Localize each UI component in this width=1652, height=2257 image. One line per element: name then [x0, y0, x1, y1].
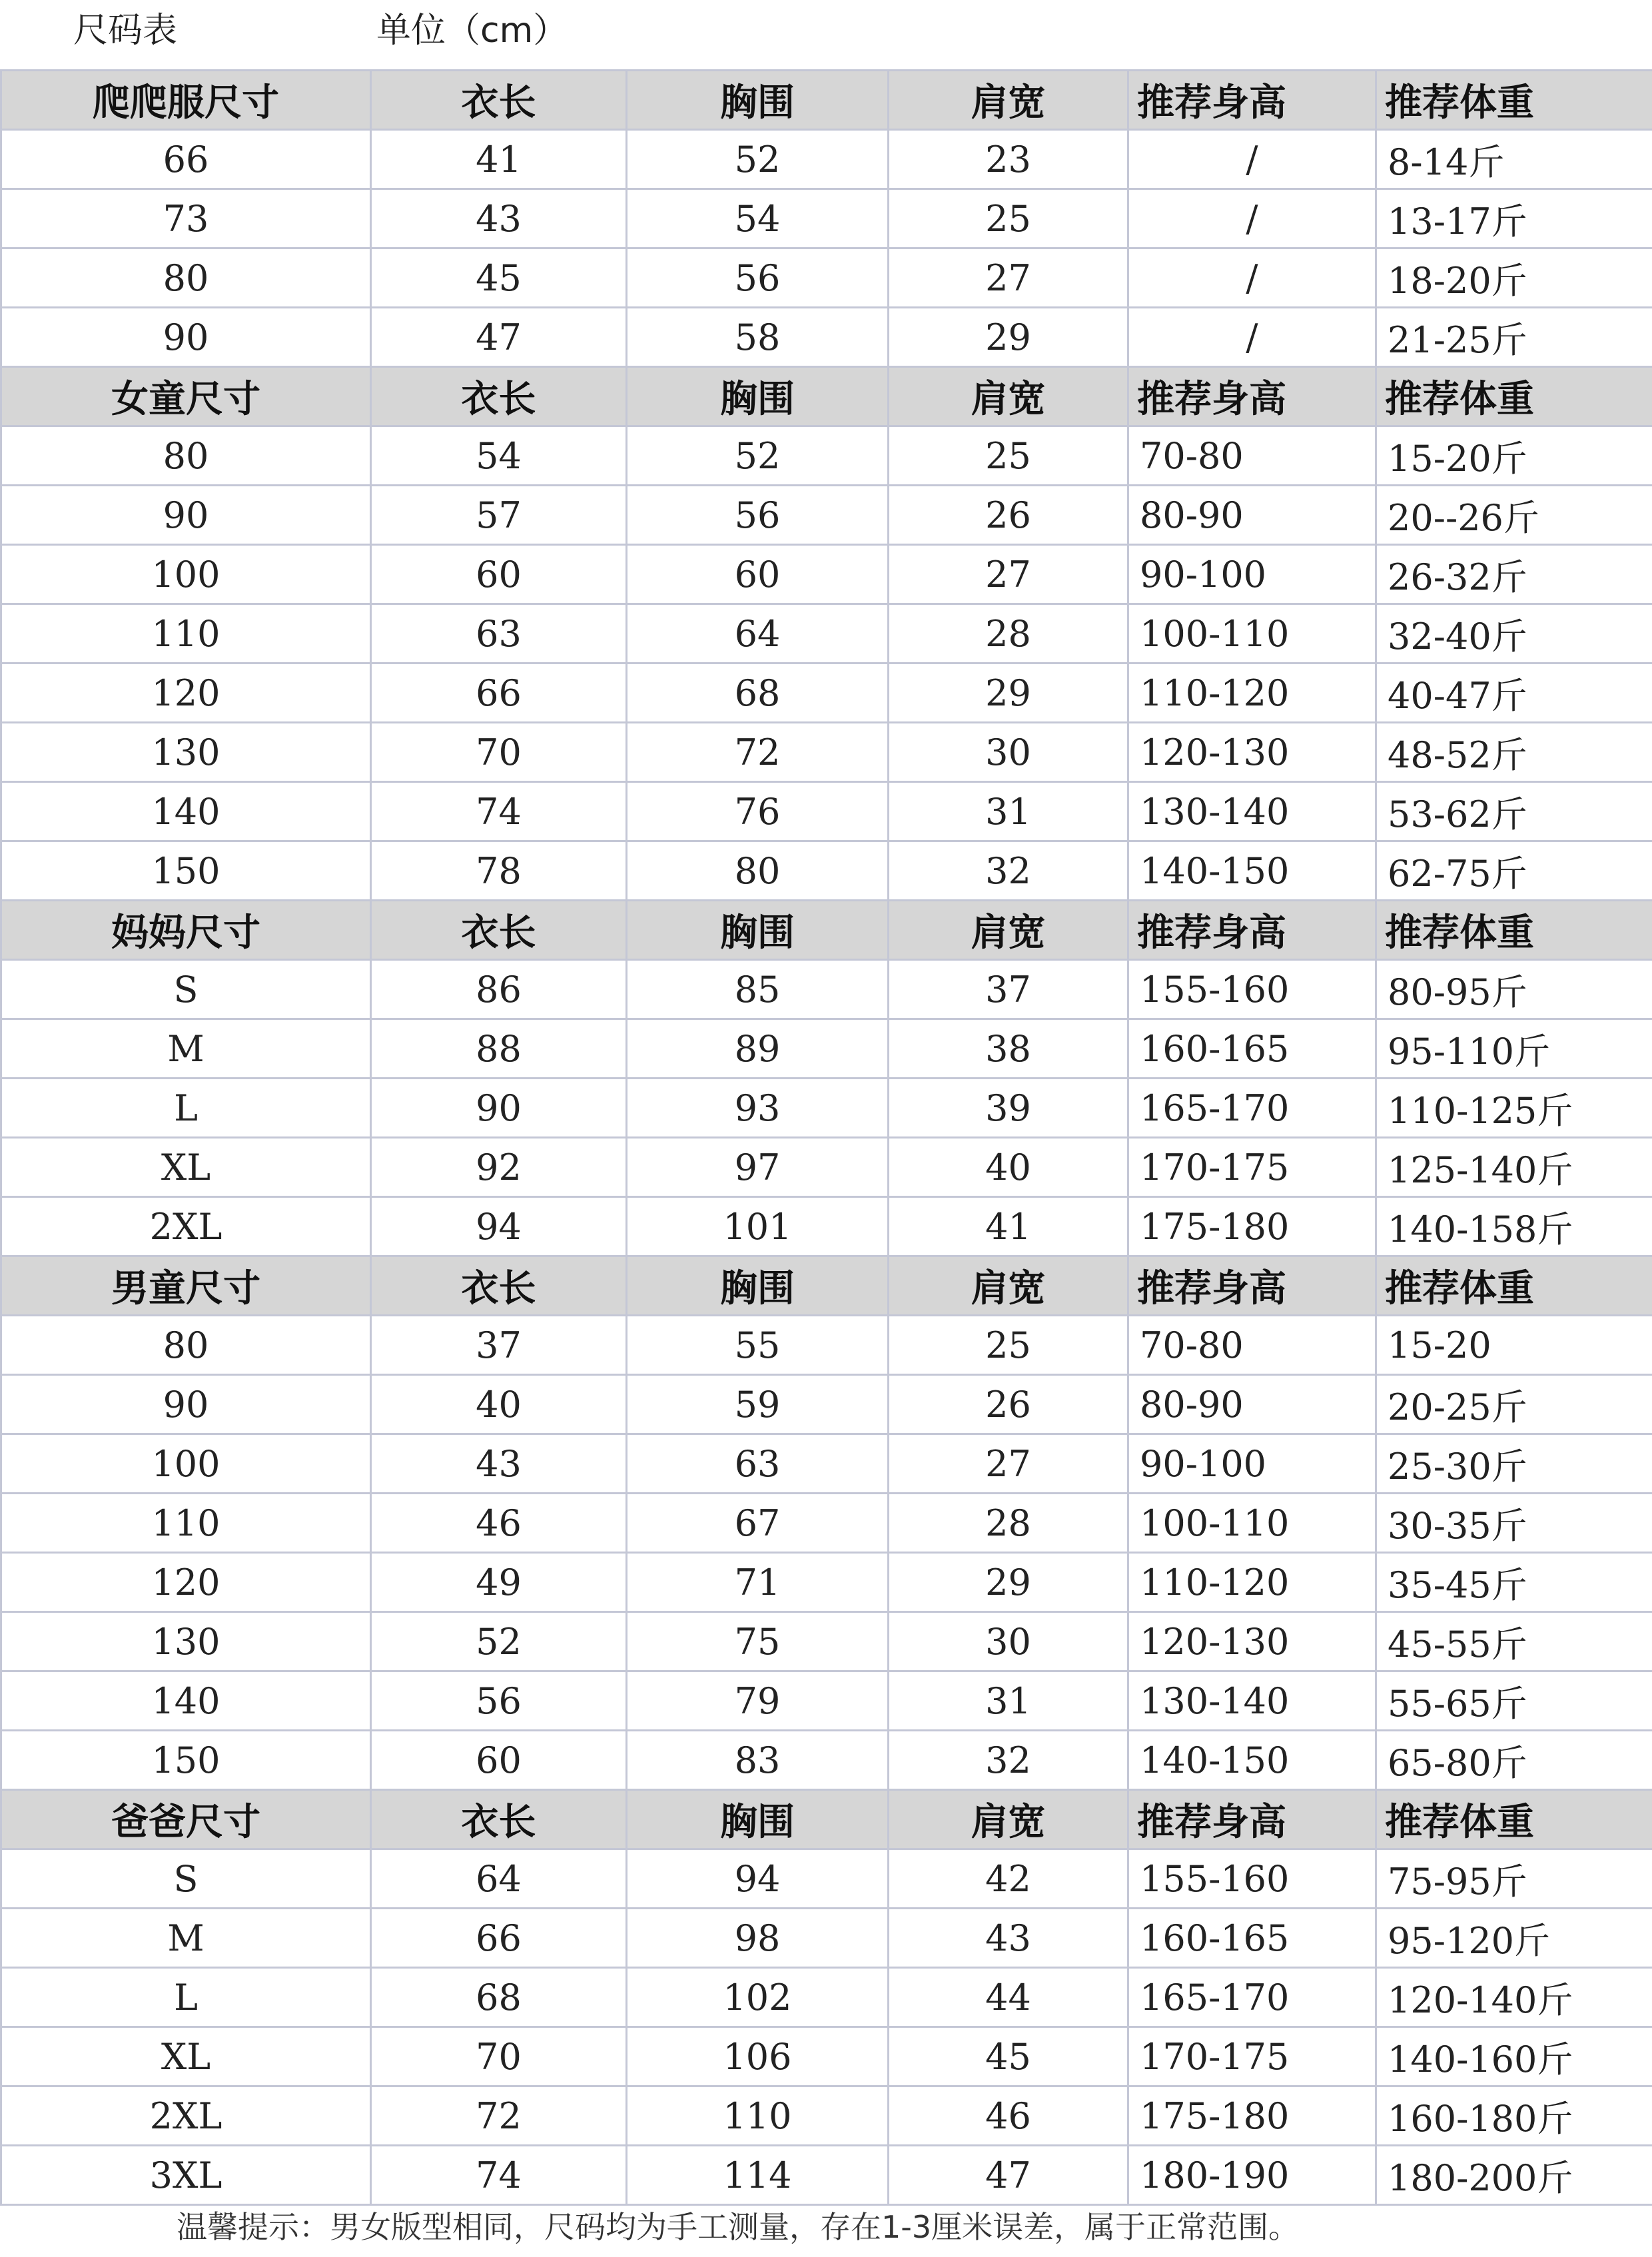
- table-row: [1, 1909, 1652, 1968]
- cell-shoulder: 30: [889, 1612, 1128, 1671]
- cell-size: 80: [1, 426, 371, 486]
- table-row: [1, 1375, 1652, 1434]
- cell-size: 80: [1, 248, 371, 308]
- cell-chest: 52: [627, 426, 889, 486]
- column-header-chest: 胸围: [627, 1256, 889, 1316]
- column-header-chest: 胸围: [627, 901, 889, 960]
- cell-weight: 80-95斤: [1376, 960, 1652, 1019]
- cell-shoulder: 43: [889, 1909, 1128, 1968]
- column-header-weight: 推荐体重: [1376, 1790, 1652, 1849]
- cell-chest: 67: [627, 1494, 889, 1553]
- cell-weight: 180-200斤: [1376, 2146, 1652, 2205]
- cell-length: 54: [371, 426, 627, 486]
- cell-size: L: [1, 1079, 371, 1138]
- cell-length: 68: [371, 1968, 627, 2027]
- table-row: [1, 782, 1652, 841]
- cell-chest: 106: [627, 2027, 889, 2086]
- cell-shoulder: 27: [889, 248, 1128, 308]
- table-row: [1, 2146, 1652, 2205]
- cell-height: 155-160: [1128, 1849, 1376, 1909]
- cell-chest: 114: [627, 2146, 889, 2205]
- cell-height: /: [1128, 130, 1376, 189]
- cell-chest: 101: [627, 1197, 889, 1256]
- cell-chest: 72: [627, 723, 889, 782]
- cell-chest: 98: [627, 1909, 889, 1968]
- cell-size: 90: [1, 486, 371, 545]
- cell-size: M: [1, 1019, 371, 1079]
- cell-weight: 21-25斤: [1376, 308, 1652, 367]
- cell-length: 74: [371, 2146, 627, 2205]
- page-title: 尺码表: [73, 11, 178, 51]
- table-row: [1, 1316, 1652, 1375]
- cell-size: 100: [1, 1434, 371, 1494]
- column-header-weight: 推荐体重: [1376, 1256, 1652, 1316]
- cell-height: 160-165: [1128, 1019, 1376, 1079]
- cell-length: 46: [371, 1494, 627, 1553]
- cell-weight: 32-40斤: [1376, 604, 1652, 664]
- cell-shoulder: 27: [889, 1434, 1128, 1494]
- cell-size: 100: [1, 545, 371, 604]
- cell-shoulder: 38: [889, 1019, 1128, 1079]
- cell-size: 150: [1, 841, 371, 901]
- cell-height: 110-120: [1128, 664, 1376, 723]
- cell-shoulder: 28: [889, 604, 1128, 664]
- cell-shoulder: 30: [889, 723, 1128, 782]
- column-header-height: 推荐身高: [1128, 1256, 1376, 1316]
- cell-height: 70-80: [1128, 426, 1376, 486]
- cell-height: 175-180: [1128, 2086, 1376, 2146]
- cell-size: 66: [1, 130, 371, 189]
- cell-height: 130-140: [1128, 782, 1376, 841]
- unit-label: 单位（cm）: [376, 11, 568, 51]
- cell-length: 60: [371, 1731, 627, 1790]
- cell-shoulder: 27: [889, 545, 1128, 604]
- cell-chest: 93: [627, 1079, 889, 1138]
- cell-weight: 13-17斤: [1376, 189, 1652, 248]
- cell-length: 78: [371, 841, 627, 901]
- cell-weight: 15-20斤: [1376, 426, 1652, 486]
- cell-size: 2XL: [1, 2086, 371, 2146]
- table-row: [1, 1494, 1652, 1553]
- cell-length: 63: [371, 604, 627, 664]
- table-row: [1, 2086, 1652, 2146]
- column-header-chest: 胸围: [627, 1790, 889, 1849]
- table-row: [1, 486, 1652, 545]
- cell-shoulder: 23: [889, 130, 1128, 189]
- cell-shoulder: 26: [889, 1375, 1128, 1434]
- cell-length: 37: [371, 1316, 627, 1375]
- cell-chest: 97: [627, 1138, 889, 1197]
- table-row: [1, 723, 1652, 782]
- cell-weight: 62-75斤: [1376, 841, 1652, 901]
- cell-size: 80: [1, 1316, 371, 1375]
- column-header-weight: 推荐体重: [1376, 901, 1652, 960]
- cell-shoulder: 45: [889, 2027, 1128, 2086]
- cell-size: 120: [1, 1553, 371, 1612]
- cell-shoulder: 41: [889, 1197, 1128, 1256]
- cell-height: 100-110: [1128, 1494, 1376, 1553]
- cell-chest: 71: [627, 1553, 889, 1612]
- cell-height: 130-140: [1128, 1671, 1376, 1731]
- column-header-weight: 推荐体重: [1376, 71, 1652, 130]
- cell-shoulder: 47: [889, 2146, 1128, 2205]
- cell-size: 140: [1, 782, 371, 841]
- cell-weight: 65-80斤: [1376, 1731, 1652, 1790]
- table-row: [1, 1731, 1652, 1790]
- table-row: [1, 1671, 1652, 1731]
- cell-size: 130: [1, 723, 371, 782]
- cell-length: 60: [371, 545, 627, 604]
- cell-chest: 56: [627, 248, 889, 308]
- cell-size: 3XL: [1, 2146, 371, 2205]
- cell-size: 120: [1, 664, 371, 723]
- cell-height: 160-165: [1128, 1909, 1376, 1968]
- cell-length: 94: [371, 1197, 627, 1256]
- cell-size: L: [1, 1968, 371, 2027]
- column-header-weight: 推荐体重: [1376, 367, 1652, 426]
- cell-chest: 60: [627, 545, 889, 604]
- cell-weight: 15-20: [1376, 1316, 1652, 1375]
- cell-size: XL: [1, 2027, 371, 2086]
- cell-weight: 75-95斤: [1376, 1849, 1652, 1909]
- cell-shoulder: 29: [889, 308, 1128, 367]
- cell-length: 40: [371, 1375, 627, 1434]
- cell-length: 64: [371, 1849, 627, 1909]
- section-header-row: [1, 367, 1652, 426]
- cell-shoulder: 26: [889, 486, 1128, 545]
- cell-height: 100-110: [1128, 604, 1376, 664]
- cell-chest: 63: [627, 1434, 889, 1494]
- cell-weight: 110-125斤: [1376, 1079, 1652, 1138]
- cell-weight: 95-110斤: [1376, 1019, 1652, 1079]
- cell-shoulder: 44: [889, 1968, 1128, 2027]
- table-row: [1, 130, 1652, 189]
- table-row: [1, 960, 1652, 1019]
- cell-length: 66: [371, 664, 627, 723]
- section-title: 妈妈尺寸: [1, 901, 371, 960]
- cell-length: 88: [371, 1019, 627, 1079]
- cell-height: 90-100: [1128, 1434, 1376, 1494]
- cell-weight: 48-52斤: [1376, 723, 1652, 782]
- cell-height: 80-90: [1128, 486, 1376, 545]
- table-row: [1, 1553, 1652, 1612]
- cell-length: 66: [371, 1909, 627, 1968]
- table-row: [1, 1612, 1652, 1671]
- column-header-height: 推荐身高: [1128, 901, 1376, 960]
- cell-chest: 94: [627, 1849, 889, 1909]
- cell-shoulder: 32: [889, 841, 1128, 901]
- cell-length: 92: [371, 1138, 627, 1197]
- table-row: [1, 189, 1652, 248]
- table-row: [1, 2027, 1652, 2086]
- table-row: [1, 1849, 1652, 1909]
- cell-shoulder: 31: [889, 1671, 1128, 1731]
- cell-length: 47: [371, 308, 627, 367]
- cell-height: 140-150: [1128, 841, 1376, 901]
- cell-height: 155-160: [1128, 960, 1376, 1019]
- section-header-row: [1, 1256, 1652, 1316]
- column-header-height: 推荐身高: [1128, 1790, 1376, 1849]
- cell-weight: 18-20斤: [1376, 248, 1652, 308]
- column-header-shoulder: 肩宽: [889, 901, 1128, 960]
- cell-chest: 68: [627, 664, 889, 723]
- column-header-length: 衣长: [371, 901, 627, 960]
- cell-chest: 52: [627, 130, 889, 189]
- cell-weight: 30-35斤: [1376, 1494, 1652, 1553]
- column-header-shoulder: 肩宽: [889, 1790, 1128, 1849]
- cell-shoulder: 29: [889, 664, 1128, 723]
- table-row: [1, 545, 1652, 604]
- cell-shoulder: 39: [889, 1079, 1128, 1138]
- cell-weight: 35-45斤: [1376, 1553, 1652, 1612]
- cell-size: 90: [1, 1375, 371, 1434]
- cell-length: 90: [371, 1079, 627, 1138]
- cell-weight: 55-65斤: [1376, 1671, 1652, 1731]
- cell-length: 70: [371, 723, 627, 782]
- cell-height: 140-150: [1128, 1731, 1376, 1790]
- cell-weight: 25-30斤: [1376, 1434, 1652, 1494]
- table-row: [1, 426, 1652, 486]
- footnote: 温馨提示：男女版型相同，尺码均为手工测量，存在1-3厘米误差，属于正常范围。: [177, 2209, 1300, 2245]
- cell-length: 86: [371, 960, 627, 1019]
- section-title: 爸爸尺寸: [1, 1790, 371, 1849]
- section-header-row: [1, 1790, 1652, 1849]
- cell-weight: 140-158斤: [1376, 1197, 1652, 1256]
- table-row: [1, 1138, 1652, 1197]
- section-title: 女童尺寸: [1, 367, 371, 426]
- cell-weight: 45-55斤: [1376, 1612, 1652, 1671]
- cell-weight: 40-47斤: [1376, 664, 1652, 723]
- cell-chest: 110: [627, 2086, 889, 2146]
- column-header-length: 衣长: [371, 367, 627, 426]
- cell-weight: 95-120斤: [1376, 1909, 1652, 1968]
- cell-chest: 55: [627, 1316, 889, 1375]
- cell-chest: 64: [627, 604, 889, 664]
- cell-height: 175-180: [1128, 1197, 1376, 1256]
- section-title: 爬爬服尺寸: [1, 71, 371, 130]
- cell-height: /: [1128, 308, 1376, 367]
- table-row: [1, 1968, 1652, 2027]
- table-row: [1, 1434, 1652, 1494]
- cell-shoulder: 32: [889, 1731, 1128, 1790]
- column-header-height: 推荐身高: [1128, 71, 1376, 130]
- cell-length: 49: [371, 1553, 627, 1612]
- cell-height: /: [1128, 248, 1376, 308]
- table-row: [1, 1197, 1652, 1256]
- cell-chest: 85: [627, 960, 889, 1019]
- section-title: 男童尺寸: [1, 1256, 371, 1316]
- table-row: [1, 841, 1652, 901]
- cell-shoulder: 25: [889, 1316, 1128, 1375]
- cell-shoulder: 42: [889, 1849, 1128, 1909]
- cell-shoulder: 25: [889, 426, 1128, 486]
- cell-height: 70-80: [1128, 1316, 1376, 1375]
- cell-height: 80-90: [1128, 1375, 1376, 1434]
- cell-shoulder: 40: [889, 1138, 1128, 1197]
- cell-length: 56: [371, 1671, 627, 1731]
- cell-weight: 8-14斤: [1376, 130, 1652, 189]
- cell-size: S: [1, 1849, 371, 1909]
- cell-chest: 58: [627, 308, 889, 367]
- cell-size: M: [1, 1909, 371, 1968]
- cell-length: 45: [371, 248, 627, 308]
- cell-chest: 56: [627, 486, 889, 545]
- table-row: [1, 664, 1652, 723]
- cell-weight: 120-140斤: [1376, 1968, 1652, 2027]
- cell-chest: 79: [627, 1671, 889, 1731]
- cell-shoulder: 31: [889, 782, 1128, 841]
- column-header-chest: 胸围: [627, 71, 889, 130]
- cell-length: 57: [371, 486, 627, 545]
- size-table-body: [1, 71, 1652, 2205]
- column-header-length: 衣长: [371, 1256, 627, 1316]
- cell-height: 165-170: [1128, 1079, 1376, 1138]
- cell-height: 110-120: [1128, 1553, 1376, 1612]
- cell-length: 70: [371, 2027, 627, 2086]
- cell-shoulder: 37: [889, 960, 1128, 1019]
- cell-size: 110: [1, 604, 371, 664]
- cell-size: 130: [1, 1612, 371, 1671]
- table-row: [1, 248, 1652, 308]
- cell-size: 110: [1, 1494, 371, 1553]
- cell-height: 120-130: [1128, 723, 1376, 782]
- cell-shoulder: 46: [889, 2086, 1128, 2146]
- cell-chest: 83: [627, 1731, 889, 1790]
- cell-height: 170-175: [1128, 2027, 1376, 2086]
- cell-height: /: [1128, 189, 1376, 248]
- table-row: [1, 1079, 1652, 1138]
- cell-weight: 20--26斤: [1376, 486, 1652, 545]
- cell-length: 43: [371, 1434, 627, 1494]
- cell-weight: 26-32斤: [1376, 545, 1652, 604]
- cell-size: 140: [1, 1671, 371, 1731]
- column-header-chest: 胸围: [627, 367, 889, 426]
- cell-length: 72: [371, 2086, 627, 2146]
- column-header-shoulder: 肩宽: [889, 1256, 1128, 1316]
- column-header-height: 推荐身高: [1128, 367, 1376, 426]
- cell-shoulder: 25: [889, 189, 1128, 248]
- cell-size: 73: [1, 189, 371, 248]
- section-header-row: [1, 71, 1652, 130]
- cell-length: 74: [371, 782, 627, 841]
- cell-chest: 59: [627, 1375, 889, 1434]
- cell-size: 2XL: [1, 1197, 371, 1256]
- cell-size: 90: [1, 308, 371, 367]
- column-header-shoulder: 肩宽: [889, 367, 1128, 426]
- cell-weight: 140-160斤: [1376, 2027, 1652, 2086]
- cell-weight: 20-25斤: [1376, 1375, 1652, 1434]
- size-table: [0, 69, 1652, 2206]
- cell-chest: 75: [627, 1612, 889, 1671]
- column-header-length: 衣长: [371, 71, 627, 130]
- cell-length: 43: [371, 189, 627, 248]
- cell-chest: 102: [627, 1968, 889, 2027]
- cell-height: 180-190: [1128, 2146, 1376, 2205]
- cell-weight: 160-180斤: [1376, 2086, 1652, 2146]
- cell-chest: 80: [627, 841, 889, 901]
- cell-shoulder: 29: [889, 1553, 1128, 1612]
- cell-shoulder: 28: [889, 1494, 1128, 1553]
- cell-height: 120-130: [1128, 1612, 1376, 1671]
- cell-length: 52: [371, 1612, 627, 1671]
- cell-weight: 125-140斤: [1376, 1138, 1652, 1197]
- column-header-shoulder: 肩宽: [889, 71, 1128, 130]
- cell-size: XL: [1, 1138, 371, 1197]
- cell-height: 170-175: [1128, 1138, 1376, 1197]
- cell-length: 41: [371, 130, 627, 189]
- cell-chest: 89: [627, 1019, 889, 1079]
- table-row: [1, 604, 1652, 664]
- cell-chest: 54: [627, 189, 889, 248]
- section-header-row: [1, 901, 1652, 960]
- table-row: [1, 1019, 1652, 1079]
- cell-height: 165-170: [1128, 1968, 1376, 2027]
- cell-size: S: [1, 960, 371, 1019]
- column-header-length: 衣长: [371, 1790, 627, 1849]
- cell-chest: 76: [627, 782, 889, 841]
- cell-height: 90-100: [1128, 545, 1376, 604]
- table-row: [1, 308, 1652, 367]
- cell-size: 150: [1, 1731, 371, 1790]
- cell-weight: 53-62斤: [1376, 782, 1652, 841]
